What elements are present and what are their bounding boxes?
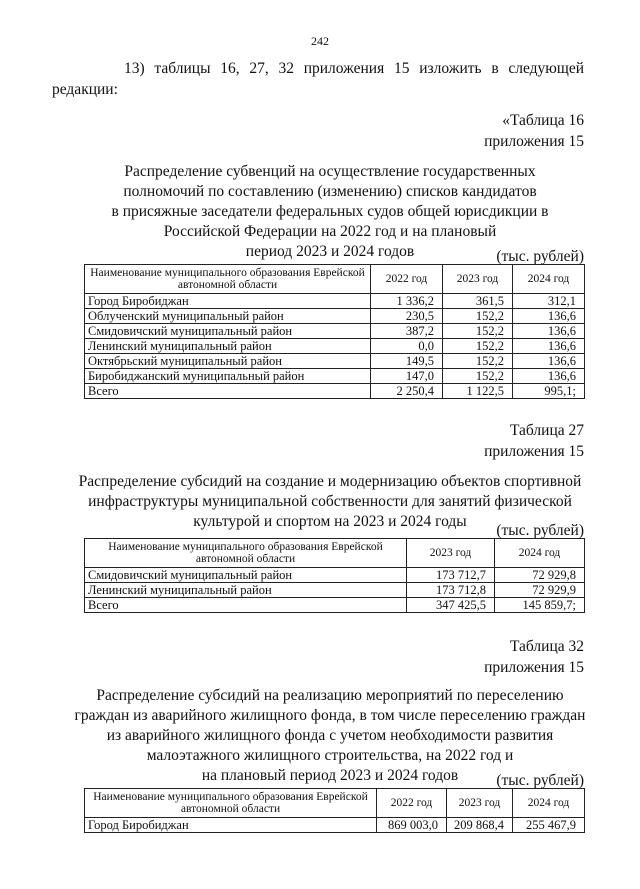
table32-title-line: Распределение субсидий на реализацию мероприятий по переселению (96, 687, 564, 704)
intro-line-2: редакции: (52, 81, 118, 98)
intro-line-1: 13) таблицы 16, 27, 32 приложения 15 изложить в следующей (124, 60, 584, 77)
column-header: 2024 год (513, 789, 585, 818)
table-total-row (85, 598, 585, 613)
table27-unit: (тыс. рублей) (496, 522, 584, 539)
cell: 136,6 (513, 309, 585, 324)
cell: 312,1 (513, 294, 585, 309)
cell: 0,0 (371, 339, 443, 354)
table27-label-line-1: Таблица 27 (509, 422, 584, 439)
column-header: 2022 год (377, 789, 447, 818)
cell: Октябрьский муниципальный район (85, 354, 371, 369)
cell: 173 712,8 (407, 583, 495, 598)
table16-label (484, 110, 584, 152)
table16 (84, 264, 585, 399)
column-header: 2023 год (447, 789, 513, 818)
table32-title-line: из аварийного жилищного фонда с учетом необходимости развития (106, 727, 554, 744)
cell: Облученский муниципальный район (85, 309, 371, 324)
column-header: Наименование муниципального образования Еврейской автономной области (85, 265, 371, 294)
cell: 145 859,7; (495, 598, 585, 613)
table-row (85, 339, 585, 354)
table16-title-line: период 2023 и 2024 годов (245, 243, 415, 260)
cell: 995,1; (513, 384, 585, 399)
cell: Смидовичский муниципальный район (85, 568, 407, 583)
cell: 387,2 (371, 324, 443, 339)
table16-unit: (тыс. рублей) (496, 248, 584, 265)
cell: 136,6 (513, 354, 585, 369)
table32-label-line-1: Таблица 32 (509, 638, 584, 655)
cell: 72 929,9 (495, 583, 585, 598)
table-header-row (85, 789, 585, 818)
table16-title-line: в присяжные заседатели федеральных судов общей юрисдикции в (111, 203, 549, 220)
cell: 1 122,5 (443, 384, 513, 399)
table27-title-line: культурой и спортом на 2023 и 2024 годы (193, 513, 467, 530)
cell: 136,6 (513, 369, 585, 384)
cell: 147,0 (371, 369, 443, 384)
column-header: 2024 год (513, 265, 585, 294)
cell: 152,2 (443, 309, 513, 324)
cell: 72 929,8 (495, 568, 585, 583)
cell: 152,2 (443, 354, 513, 369)
cell: 136,6 (513, 324, 585, 339)
table-row (85, 568, 585, 583)
column-header: 2024 год (495, 539, 585, 568)
table27 (84, 538, 585, 613)
table-total-row (85, 384, 585, 399)
table16-title (80, 162, 580, 262)
cell: Город Биробиджан (85, 294, 371, 309)
table16-title-line: полномочий по составлению (изменению) списков кандидатов (123, 183, 537, 200)
cell: 869 003,0 (377, 818, 447, 833)
table32-title-line: граждан из аварийного жилищного фонда, в том числе переселению граждан (74, 707, 586, 724)
cell: 149,5 (371, 354, 443, 369)
intro-paragraph (52, 58, 584, 100)
table32-title-line: малоэтажного жилищного строительства, на 2022 год и (146, 747, 514, 764)
table-row (85, 309, 585, 324)
cell: Всего (85, 384, 371, 399)
table32-label (484, 636, 584, 678)
cell: Смидовичский муниципальный район (85, 324, 371, 339)
cell: Всего (85, 598, 407, 613)
cell: 1 336,2 (371, 294, 443, 309)
table-row (85, 294, 585, 309)
cell: 230,5 (371, 309, 443, 324)
column-header: 2022 год (371, 265, 443, 294)
table32-unit: (тыс. рублей) (496, 772, 584, 789)
column-header: Наименование муниципального образования Еврейской автономной области (85, 539, 407, 568)
table32-label-line-2: приложения 15 (484, 659, 584, 676)
table27-label (484, 420, 584, 462)
page-number: 242 (311, 34, 329, 48)
table-row (85, 583, 585, 598)
cell: Биробиджанский муниципальный район (85, 369, 371, 384)
column-header: Наименование муниципального образования Еврейской автономной области (85, 789, 377, 818)
table-header-row (85, 265, 585, 294)
cell: 152,2 (443, 369, 513, 384)
table32-title (70, 686, 590, 786)
table-header-row (85, 539, 585, 568)
cell: Город Биробиджан (85, 818, 377, 833)
table16-title-line: Российской Федерации на 2022 год и на плановый (163, 223, 497, 240)
cell: 255 467,9 (513, 818, 585, 833)
cell: 136,6 (513, 339, 585, 354)
cell: Ленинский муниципальный район (85, 339, 371, 354)
table-row (85, 354, 585, 369)
table27-title-line: Распределение субсидий на создание и модернизацию объектов спортивной (78, 473, 582, 490)
table-row (85, 324, 585, 339)
cell: 152,2 (443, 339, 513, 354)
cell: 347 425,5 (407, 598, 495, 613)
column-header: 2023 год (407, 539, 495, 568)
cell: 209 868,4 (447, 818, 513, 833)
table27-title-line: инфраструктуры муниципальной собственности для занятий физической (88, 493, 572, 510)
column-header: 2023 год (443, 265, 513, 294)
table16-label-line-1: «Таблица 16 (502, 112, 584, 129)
table32-title-line: на плановый период 2023 и 2024 годов (201, 767, 459, 784)
table16-label-line-2: приложения 15 (484, 133, 584, 150)
table27-label-line-2: приложения 15 (484, 443, 584, 460)
table-row (85, 818, 585, 833)
cell: 361,5 (443, 294, 513, 309)
cell: 152,2 (443, 324, 513, 339)
cell: 2 250,4 (371, 384, 443, 399)
cell: 173 712,7 (407, 568, 495, 583)
cell: Ленинский муниципальный район (85, 583, 407, 598)
table32 (84, 788, 585, 833)
table16-title-line: Распределение субвенций на осуществление государственных (124, 163, 536, 180)
table-row (85, 369, 585, 384)
